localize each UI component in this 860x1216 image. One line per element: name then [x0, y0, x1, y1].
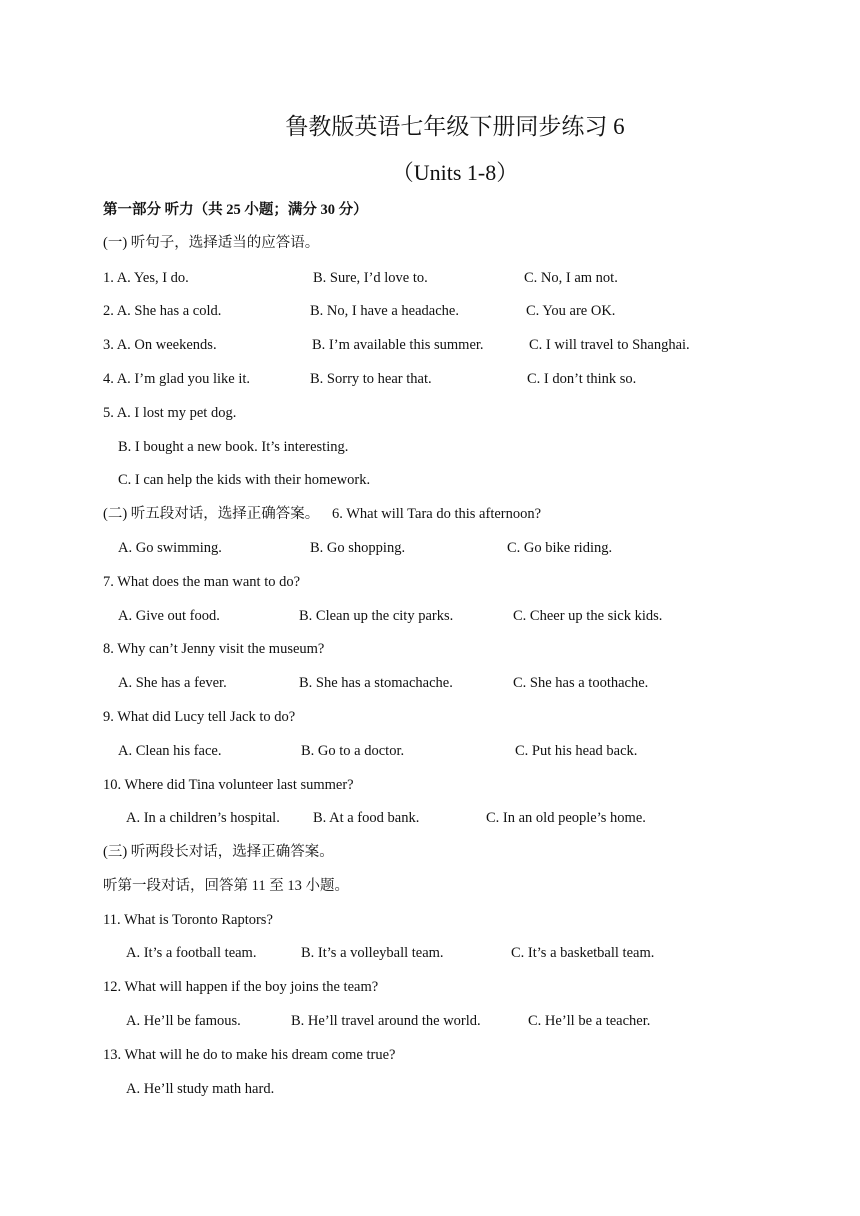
option-c: C. In an old people’s home. — [486, 810, 646, 826]
option-a: A. Give out food. — [118, 608, 220, 624]
option-c: C. Go bike riding. — [507, 540, 613, 556]
option-a: 1. A. Yes, I do. — [103, 270, 189, 286]
question-stem-row — [0, 570, 860, 594]
question-row — [0, 1077, 860, 1101]
option-c: C. You are OK. — [526, 303, 616, 319]
question-row — [0, 941, 860, 965]
section-title-text: (二) 听五段对话，选择正确答案。 — [103, 506, 320, 522]
part-heading — [0, 198, 860, 222]
question-row — [0, 671, 860, 695]
question-row — [0, 333, 860, 357]
option-a: A. In a children’s hospital. — [126, 810, 280, 826]
option-c: C. I can help the kids with their homework. — [118, 472, 371, 488]
question-row — [0, 536, 860, 560]
question-stem: 9. What did Lucy tell Jack to do? — [103, 709, 296, 725]
section-title — [0, 231, 860, 255]
option-c: C. He’ll be a teacher. — [528, 1013, 651, 1029]
question-stem: 11. What is Toronto Raptors? — [103, 912, 273, 928]
dialogue-intro — [0, 874, 860, 898]
option-b: B. I bought a new book. It’s interesting. — [118, 439, 349, 455]
question-row — [0, 435, 860, 459]
option-b: B. Clean up the city parks. — [299, 608, 454, 624]
section-title-text: (一) 听句子，选择适当的应答语。 — [103, 235, 320, 251]
question-row — [0, 299, 860, 323]
question-row — [0, 806, 860, 830]
question-stem-row — [0, 1043, 860, 1067]
option-b: B. No, I have a headache. — [310, 303, 459, 319]
option-c: C. Cheer up the sick kids. — [513, 608, 663, 624]
section-title — [0, 502, 860, 526]
question-stem: 7. What does the man want to do? — [103, 574, 301, 590]
question-row — [0, 367, 860, 391]
option-a: A. She has a fever. — [118, 675, 227, 691]
option-c: C. No, I am not. — [524, 270, 618, 286]
option-a: 3. A. On weekends. — [103, 337, 217, 353]
question-stem: 13. What will he do to make his dream come true? — [103, 1047, 396, 1063]
question-stem: 6. What will Tara do this afternoon? — [332, 506, 542, 522]
option-b: B. Go shopping. — [310, 540, 406, 556]
question-stem-row — [0, 908, 860, 932]
option-a: A. It’s a football team. — [126, 945, 257, 961]
question-stem: 10. Where did Tina volunteer last summer? — [103, 777, 354, 793]
part-heading-text: 第一部分 听力（共 25 小题；满分 30 分） — [103, 202, 368, 218]
option-c: C. I don’t think so. — [527, 371, 637, 387]
option-c: C. I will travel to Shanghai. — [529, 337, 690, 353]
option-b: B. Go to a doctor. — [301, 743, 405, 759]
option-b: B. Sorry to hear that. — [310, 371, 432, 387]
question-row — [0, 1009, 860, 1033]
option-a: 5. A. I lost my pet dog. — [103, 405, 237, 421]
option-c: C. Put his head back. — [515, 743, 638, 759]
section-title-text: (三) 听两段长对话，选择正确答案。 — [103, 844, 334, 860]
question-row — [0, 739, 860, 763]
document-subtitle: （Units 1-8） — [391, 160, 519, 185]
dialogue-intro-text: 听第一段对话，回答第 11 至 13 小题。 — [103, 878, 349, 894]
option-b: B. At a food bank. — [313, 810, 420, 826]
question-stem-row — [0, 637, 860, 661]
section-title — [0, 840, 860, 864]
option-a: 2. A. She has a cold. — [103, 303, 222, 319]
option-c: C. She has a toothache. — [513, 675, 649, 691]
option-c: C. It’s a basketball team. — [511, 945, 655, 961]
option-b: B. He’ll travel around the world. — [291, 1013, 481, 1029]
question-stem-row — [0, 773, 860, 797]
option-a: A. He’ll study math hard. — [126, 1081, 275, 1097]
option-b: B. She has a stomachache. — [299, 675, 453, 691]
question-stem: 8. Why can’t Jenny visit the museum? — [103, 641, 325, 657]
option-b: B. Sure, I’d love to. — [313, 270, 428, 286]
option-a: A. He’ll be famous. — [126, 1013, 241, 1029]
document-title: 鲁教版英语七年级下册同步练习 6 — [285, 114, 625, 139]
question-stem-row — [0, 975, 860, 999]
question-row — [0, 468, 860, 492]
option-a: A. Clean his face. — [118, 743, 222, 759]
question-row — [0, 604, 860, 628]
question-row — [0, 401, 860, 425]
option-b: B. It’s a volleyball team. — [301, 945, 444, 961]
option-a: A. Go swimming. — [118, 540, 222, 556]
option-a: 4. A. I’m glad you like it. — [103, 371, 250, 387]
question-stem: 12. What will happen if the boy joins the team? — [103, 979, 379, 995]
question-row — [0, 266, 860, 290]
question-stem-row — [0, 705, 860, 729]
option-b: B. I’m available this summer. — [312, 337, 484, 353]
